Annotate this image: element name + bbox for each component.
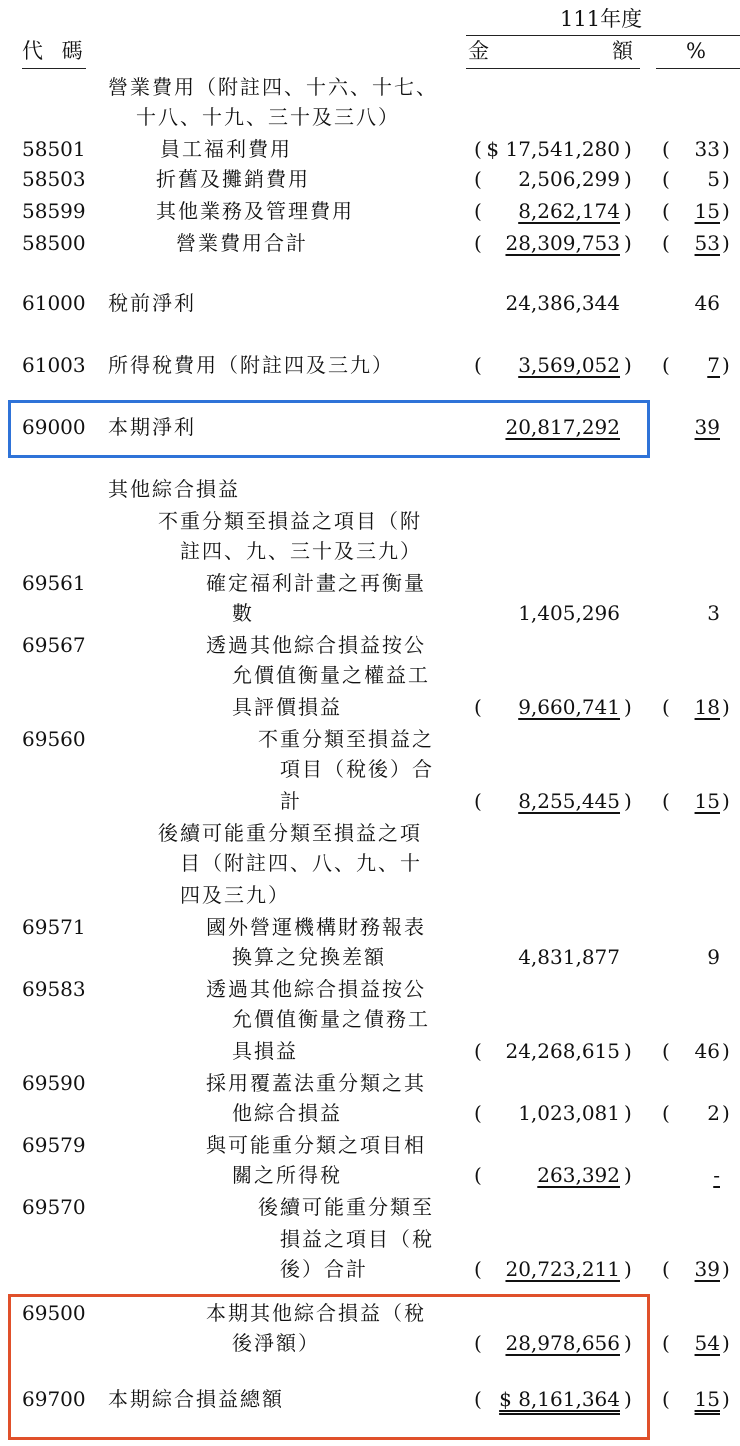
account-code: 58501 xyxy=(22,137,86,161)
percent-open-paren: ( xyxy=(662,695,670,719)
code-header-rule xyxy=(22,68,86,69)
account-code: 69579 xyxy=(22,1133,86,1157)
percent-open-paren: ( xyxy=(662,137,670,161)
percent-header-rule xyxy=(656,68,740,69)
account-label: 營業費用（附註四、十六、十七、 xyxy=(108,75,438,99)
amount-close-paren: ) xyxy=(624,231,632,255)
account-code: 69561 xyxy=(22,571,86,595)
account-label: 具評價損益 xyxy=(232,695,342,719)
amount-value: 263,392 xyxy=(537,1163,620,1187)
percent-value: 46 xyxy=(694,291,720,315)
account-label: 後）合計 xyxy=(280,1257,368,1281)
percent-close-paren: ) xyxy=(722,1387,730,1411)
account-label: 確定福利計畫之再衡量 xyxy=(206,571,426,595)
account-label: 採用覆蓋法重分類之其 xyxy=(206,1071,426,1095)
amount-close-paren: ) xyxy=(624,789,632,813)
amount-value: 2,506,299 xyxy=(518,167,620,191)
amount-open-paren: ( xyxy=(474,353,482,377)
percent-open-paren: ( xyxy=(662,167,670,191)
amount-open-paren: ( xyxy=(474,1101,482,1125)
account-label: 所得稅費用（附註四及三九） xyxy=(108,353,394,377)
amount-value: 1,023,081 xyxy=(518,1101,620,1125)
comprehensive-income-highlight-box xyxy=(8,1294,650,1440)
account-label: 其他綜合損益 xyxy=(108,477,240,501)
amount-close-paren: ) xyxy=(624,353,632,377)
amount-column-header-left: 金 xyxy=(468,39,489,63)
account-label: 透過其他綜合損益按公 xyxy=(206,977,426,1001)
amount-column-header-right: 額 xyxy=(612,39,633,63)
account-code: 69571 xyxy=(22,915,86,939)
percent-value: 46 xyxy=(694,1039,720,1063)
account-code: 69700 xyxy=(22,1387,86,1411)
amount-open-paren: ( xyxy=(474,231,482,255)
percent-value: 15 xyxy=(694,199,720,223)
percent-column-header: % xyxy=(686,39,706,63)
amount-value: 24,386,344 xyxy=(505,291,620,315)
amount-open-paren: ( xyxy=(474,789,482,813)
percent-open-paren: ( xyxy=(662,353,670,377)
amount-value: $ 8,161,364 xyxy=(499,1387,620,1411)
percent-open-paren: ( xyxy=(662,231,670,255)
account-label: 稅前淨利 xyxy=(108,291,196,315)
amount-value: 1,405,296 xyxy=(518,601,620,625)
percent-close-paren: ) xyxy=(722,1101,730,1125)
percent-value: 9 xyxy=(707,945,720,969)
account-label: 本期其他綜合損益（稅 xyxy=(206,1301,426,1325)
amount-close-paren: ) xyxy=(624,695,632,719)
account-label: 損益之項目（稅 xyxy=(280,1227,434,1251)
account-code: 69000 xyxy=(22,415,86,439)
amount-close-paren: ) xyxy=(624,1101,632,1125)
amount-open-paren: ( xyxy=(474,1331,482,1355)
code-column-header: 代 碼 xyxy=(22,39,89,63)
amount-value: 20,723,211 xyxy=(505,1257,620,1281)
amount-value: 9,660,741 xyxy=(518,695,620,719)
amount-value: 24,268,615 xyxy=(505,1039,620,1063)
percent-close-paren: ) xyxy=(722,1331,730,1355)
account-label: 員工福利費用 xyxy=(160,137,292,161)
account-code: 69560 xyxy=(22,727,86,751)
account-label: 允價值衡量之債務工 xyxy=(232,1007,430,1031)
account-code: 58599 xyxy=(22,199,86,223)
percent-open-paren: ( xyxy=(662,1331,670,1355)
amount-close-paren: ) xyxy=(624,1387,632,1411)
amount-value: 3,569,052 xyxy=(518,353,620,377)
account-label: 後淨額） xyxy=(232,1331,320,1355)
account-label: 折舊及攤銷費用 xyxy=(156,167,310,191)
account-label: 本期綜合損益總額 xyxy=(108,1387,284,1411)
percent-value: 54 xyxy=(694,1331,720,1355)
account-code: 69583 xyxy=(22,977,86,1001)
account-label: 允價值衡量之權益工 xyxy=(232,663,430,687)
percent-value: 15 xyxy=(694,789,720,813)
amount-open-paren: ( xyxy=(474,1039,482,1063)
amount-close-paren: ) xyxy=(624,1163,632,1187)
amount-close-paren: ) xyxy=(624,1039,632,1063)
percent-open-paren: ( xyxy=(662,199,670,223)
account-label: 營業費用合計 xyxy=(176,231,308,255)
year-header: 111年度 xyxy=(560,7,643,31)
amount-close-paren: ) xyxy=(624,1331,632,1355)
account-label: 關之所得稅 xyxy=(232,1163,342,1187)
percent-close-paren: ) xyxy=(722,1257,730,1281)
account-label: 計 xyxy=(280,789,302,813)
account-label: 不重分類至損益之項目（附 xyxy=(158,509,422,533)
percent-close-paren: ) xyxy=(722,1039,730,1063)
account-label: 國外營運機構財務報表 xyxy=(206,915,426,939)
percent-close-paren: ) xyxy=(722,231,730,255)
percent-value: 3 xyxy=(707,601,720,625)
account-label: 透過其他綜合損益按公 xyxy=(206,633,426,657)
amount-header-rule xyxy=(466,68,640,69)
account-label: 後續可能重分類至損益之項 xyxy=(158,821,422,845)
account-label: 與可能重分類之項目相 xyxy=(206,1133,426,1157)
account-label: 具損益 xyxy=(232,1039,298,1063)
amount-value: 8,262,174 xyxy=(518,199,620,223)
account-code: 61000 xyxy=(22,291,86,315)
percent-open-paren: ( xyxy=(662,1257,670,1281)
amount-value: 8,255,445 xyxy=(518,789,620,813)
account-label: 他綜合損益 xyxy=(232,1101,342,1125)
account-label: 本期淨利 xyxy=(108,415,196,439)
percent-value: 33 xyxy=(694,137,720,161)
percent-close-paren: ) xyxy=(722,167,730,191)
percent-value: 7 xyxy=(707,353,720,377)
amount-value: 4,831,877 xyxy=(518,945,620,969)
amount-open-paren: ( xyxy=(474,695,482,719)
percent-open-paren: ( xyxy=(662,1039,670,1063)
amount-open-paren: ( xyxy=(474,199,482,223)
account-label: 換算之兌換差額 xyxy=(232,945,386,969)
percent-close-paren: ) xyxy=(722,199,730,223)
amount-open-paren: ( xyxy=(474,1163,482,1187)
account-code: 61003 xyxy=(22,353,86,377)
percent-close-paren: ) xyxy=(722,137,730,161)
amount-open-paren: ( xyxy=(474,137,482,161)
amount-value: 28,978,656 xyxy=(505,1331,620,1355)
account-label: 不重分類至損益之 xyxy=(258,727,434,751)
amount-value: 28,309,753 xyxy=(505,231,620,255)
amount-value: 20,817,292 xyxy=(505,415,620,439)
amount-close-paren: ) xyxy=(624,167,632,191)
account-label: 項目（稅後）合 xyxy=(280,757,434,781)
percent-value: 39 xyxy=(694,415,720,439)
percent-open-paren: ( xyxy=(662,1101,670,1125)
percent-value: 39 xyxy=(694,1257,720,1281)
account-label: 十八、十九、三十及三八） xyxy=(136,105,400,129)
amount-open-paren: ( xyxy=(474,1387,482,1411)
account-code: 58500 xyxy=(22,231,86,255)
account-code: 58503 xyxy=(22,167,86,191)
percent-open-paren: ( xyxy=(662,1387,670,1411)
net-income-highlight-box xyxy=(8,400,650,458)
account-code: 69567 xyxy=(22,633,86,657)
percent-value: 15 xyxy=(694,1387,720,1411)
amount-open-paren: ( xyxy=(474,1257,482,1281)
percent-value: 5 xyxy=(707,167,720,191)
account-label: 目（附註四、八、九、十 xyxy=(180,851,422,875)
percent-value: 18 xyxy=(694,695,720,719)
percent-value: 53 xyxy=(694,231,720,255)
percent-close-paren: ) xyxy=(722,353,730,377)
percent-close-paren: ) xyxy=(722,789,730,813)
account-code: 69590 xyxy=(22,1071,86,1095)
percent-open-paren: ( xyxy=(662,789,670,813)
account-label: 註四、九、三十及三九） xyxy=(180,539,422,563)
amount-open-paren: ( xyxy=(474,167,482,191)
account-label: 其他業務及管理費用 xyxy=(156,199,354,223)
percent-value: 2 xyxy=(707,1101,720,1125)
percent-value: - xyxy=(713,1163,720,1187)
account-code: 69500 xyxy=(22,1301,86,1325)
account-label: 四及三九） xyxy=(180,883,290,907)
percent-close-paren: ) xyxy=(722,695,730,719)
amount-value: $ 17,541,280 xyxy=(486,137,620,161)
amount-close-paren: ) xyxy=(624,137,632,161)
account-label: 數 xyxy=(232,601,254,625)
amount-close-paren: ) xyxy=(624,1257,632,1281)
amount-close-paren: ) xyxy=(624,199,632,223)
account-code: 69570 xyxy=(22,1195,86,1219)
account-label: 後續可能重分類至 xyxy=(258,1195,434,1219)
